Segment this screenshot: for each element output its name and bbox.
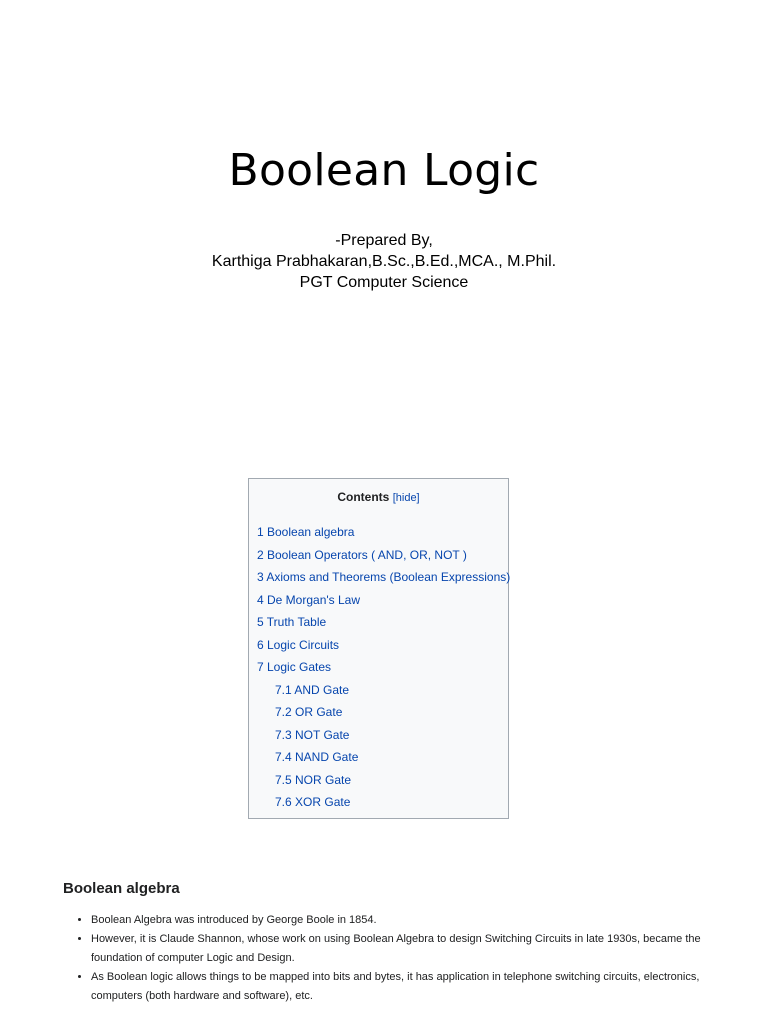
slide-title: Boolean Logic [228,145,540,196]
list-item: • However, it is Claude Shannon, whose work on using Boolean Algebra to design Switching Circuits in late 1930s, became the foundation of computer Logic and Design. [91,930,715,968]
toc-item-logic-gates[interactable]: 7 Logic Gates [257,660,332,674]
author-name: Karthiga Prabhakaran,B.Sc.,B.Ed.,MCA., M.Phil. [211,253,557,270]
toc-item-nor-gate[interactable]: 7.5 NOR Gate [275,772,352,787]
toc-list [257,521,510,814]
toc-item-logic-circuits[interactable]: 6 Logic Circuits [257,637,340,652]
toc-item-axioms-theorems[interactable]: 3 Axioms and Theorems (Boolean Expressions) [257,570,511,584]
toc-item-de-morgans-law[interactable]: 4 De Morgan's Law [257,592,361,607]
slide-subtitle [0,230,768,293]
bullet-list [55,911,715,1006]
section-title: Boolean algebra [63,880,180,897]
toc-item-and-gate[interactable]: 7.1 AND Gate [275,682,350,697]
list-item: • As Boolean logic allows things to be mapped into bits and bytes, it has application in telephone switching circuits, electronics, computers (both hardware and software), etc. [91,968,715,1006]
boolean-algebra-section [55,880,715,1006]
toc-item-nand-gate[interactable]: 7.4 NAND Gate [275,750,359,764]
toc-hide-link[interactable]: [hide] [392,492,420,504]
toc-heading: Contents [337,490,390,504]
toc-item-not-gate[interactable]: 7.3 NOT Gate [275,727,350,742]
toc-header [249,490,508,504]
author-role: PGT Computer Science [299,274,469,291]
toc-item-boolean-algebra[interactable]: 1 Boolean algebra [257,525,355,539]
toc-item-or-gate[interactable]: 7.2 OR Gate [275,705,343,719]
table-of-contents [248,478,509,819]
prepared-by-text: -Prepared By, [335,232,433,249]
toc-item-truth-table[interactable]: 5 Truth Table [257,615,327,629]
toc-item-xor-gate[interactable]: 7.6 XOR Gate [275,795,351,809]
toc-item-boolean-operators[interactable]: 2 Boolean Operators ( AND, OR, NOT ) [257,547,467,562]
list-item: • Boolean Algebra was introduced by George Boole in 1854. [91,911,715,930]
